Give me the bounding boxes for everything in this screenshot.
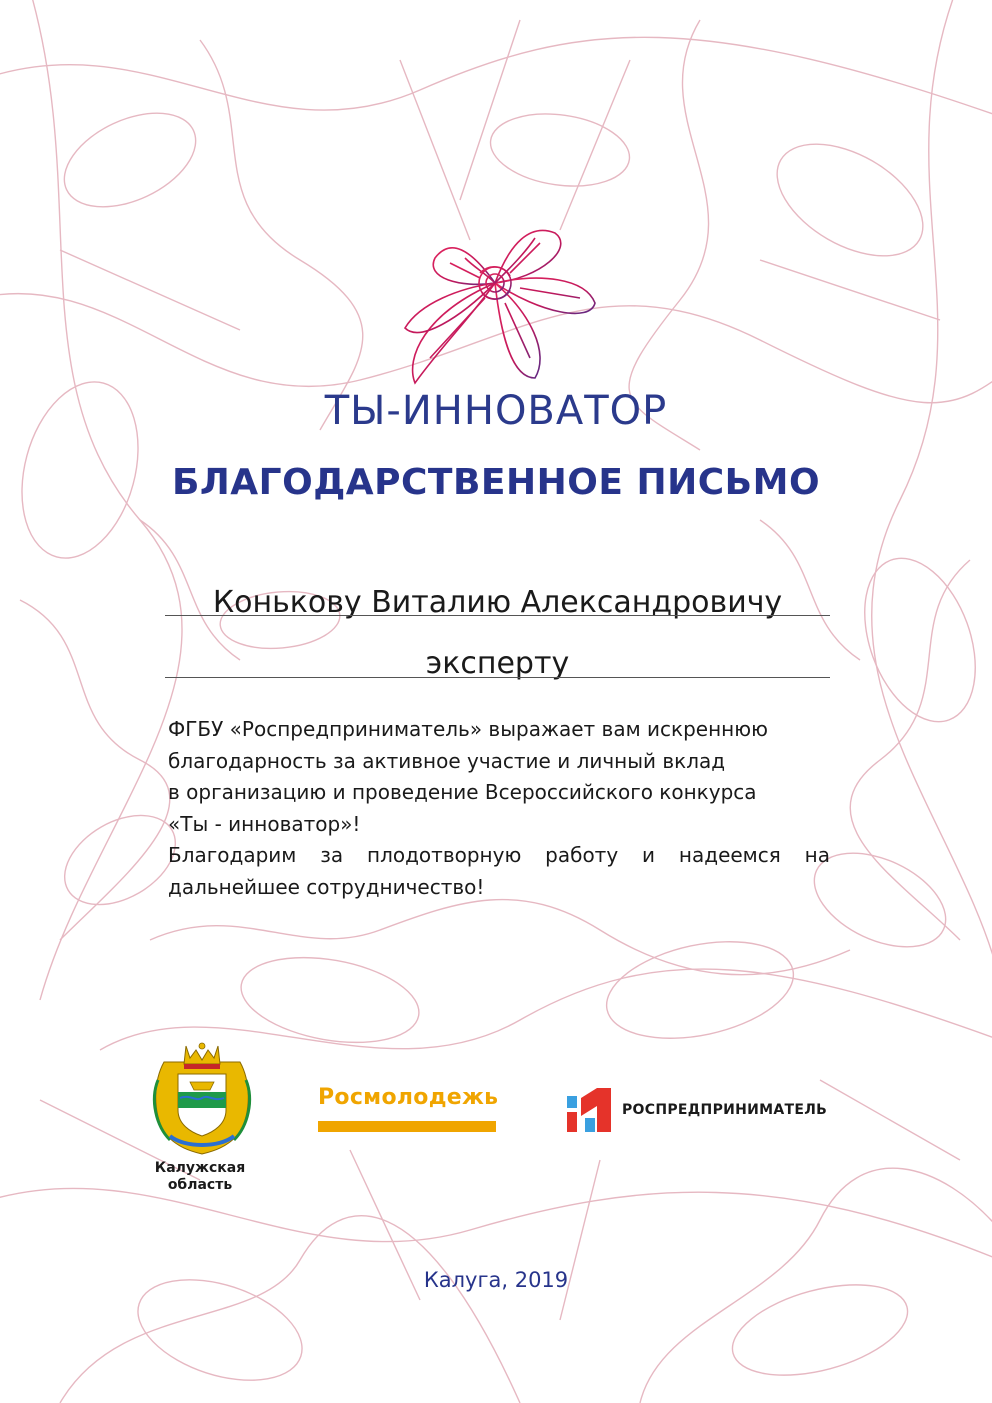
body-line: в организацию и проведение Всероссийского конкурса xyxy=(168,780,757,804)
flower-logo-icon xyxy=(390,218,605,393)
recipient-name-underline xyxy=(165,615,830,616)
body-line: «Ты - инноватор»! xyxy=(168,811,361,836)
body-line: ФГБУ «Роспредприниматель» выражает вам искреннюю xyxy=(168,717,768,741)
region-caption-line: Калужская xyxy=(154,1160,246,1176)
recipient-name: Конькову Виталию Александровичу xyxy=(212,585,783,620)
kaluga-coat-of-arms-icon xyxy=(150,1040,254,1158)
recipient-role: эксперту xyxy=(425,646,570,681)
region-caption-line: область xyxy=(167,1177,233,1193)
rosmolodezh-logo-text: Росмолодежь xyxy=(318,1085,499,1110)
recipient-role-underline xyxy=(165,677,830,678)
letter-body xyxy=(168,714,830,903)
body-line: благодарность за активное участие и личный вклад xyxy=(168,748,726,773)
body-line: Благодарим за плодотворную работу и надеемся на xyxy=(168,843,830,867)
letter-title: БЛАГОДАРСТВЕННОЕ ПИСЬМО xyxy=(171,462,821,503)
region-caption xyxy=(130,1160,270,1194)
project-wordmark: ТЫ-ИННОВАТОР xyxy=(324,388,668,434)
body-line: дальнейшее сотрудничество! xyxy=(168,874,485,899)
rospred-logo-icon xyxy=(567,1088,613,1132)
city-date: Калуга, 2019 xyxy=(423,1268,569,1292)
rosmolodezh-logo-bar xyxy=(318,1121,496,1132)
rospred-logo-text: РОСПРЕДПРИНИМАТЕЛЬ xyxy=(622,1102,828,1118)
